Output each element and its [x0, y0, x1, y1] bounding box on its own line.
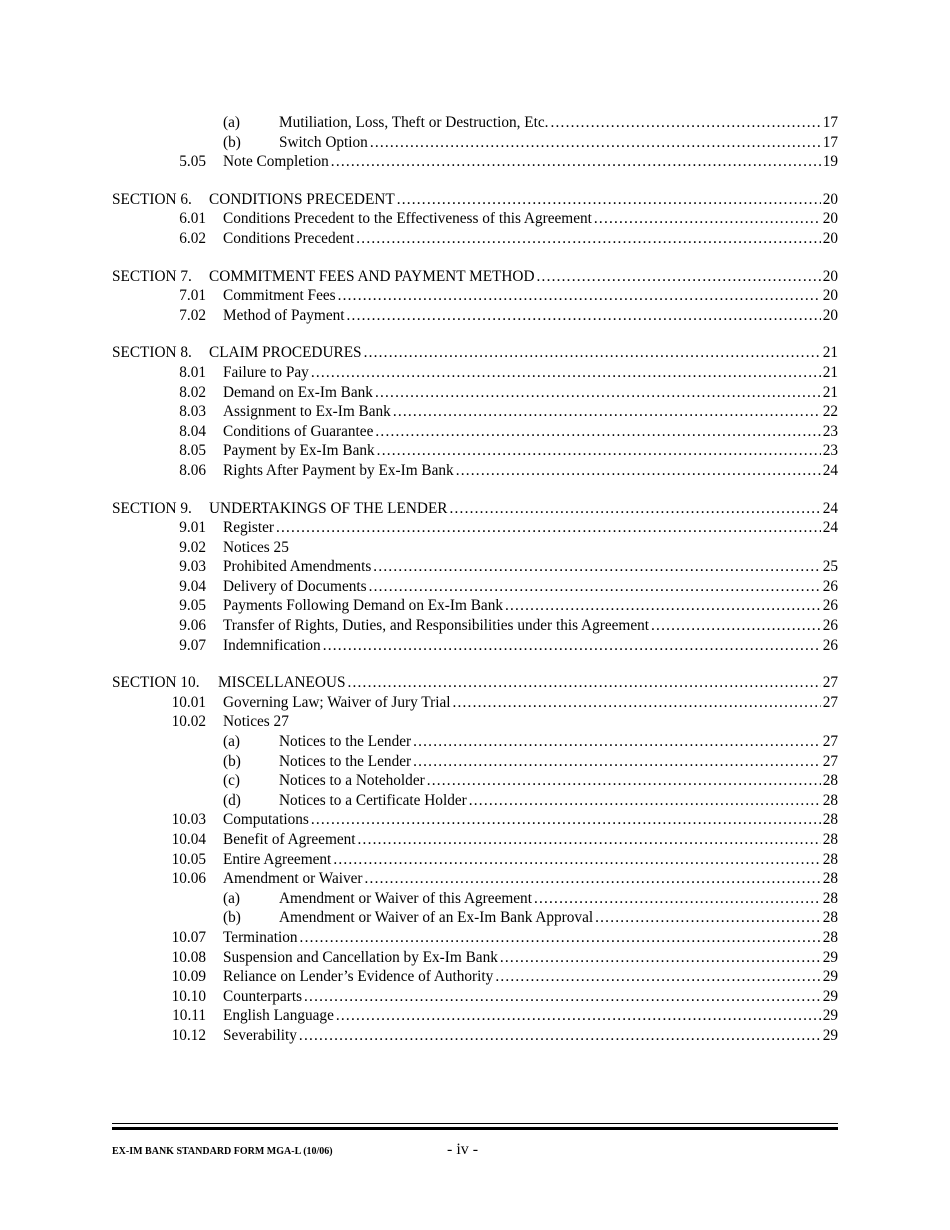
toc-page-number: 21: [822, 383, 838, 401]
toc-entry-title: Switch Option: [279, 133, 368, 151]
toc-leader-line: [223, 636, 838, 656]
toc-entry-row: [0, 422, 950, 442]
toc-entry-row: [0, 209, 950, 229]
toc-section-row: [0, 343, 950, 363]
toc-entry-title: Commitment Fees: [223, 287, 336, 305]
toc-entry-number: 9.04: [179, 577, 206, 595]
toc-entry-row: [0, 402, 950, 422]
toc-dot-leader: [347, 673, 820, 693]
toc-entry-title: Notices 25: [223, 538, 289, 556]
toc-entry-number: 10.07: [171, 928, 206, 946]
toc-dot-leader: [311, 810, 821, 830]
toc-entry-title: Termination: [223, 928, 298, 946]
toc-entry-row: [0, 712, 950, 732]
toc-entry-title: Amendment or Waiver: [223, 870, 363, 888]
toc-entry-number: 10.09: [171, 968, 206, 986]
toc-page-number: 26: [822, 617, 838, 635]
toc-dot-leader: [595, 908, 821, 928]
toc-leader-line: [223, 229, 838, 249]
toc-entry-title: Suspension and Cancellation by Ex-Im Bank: [223, 948, 498, 966]
toc-entry-row: [0, 538, 950, 558]
toc-entry-number: 6.02: [179, 229, 206, 247]
toc-leader-line: [223, 928, 838, 948]
toc-entry-title: Notices to the Lender: [279, 752, 412, 770]
toc-page-number: 26: [822, 636, 838, 654]
toc-entry-number: 8.05: [179, 442, 206, 460]
toc-section-label: SECTION 9.: [112, 499, 192, 517]
toc-entry-title: Rights After Payment by Ex-Im Bank: [223, 461, 454, 479]
toc-dot-leader: [413, 732, 821, 752]
toc-entry-title: Payment by Ex-Im Bank: [223, 442, 375, 460]
toc-entry-title: Amendment or Waiver of this Agreement: [279, 889, 532, 907]
toc-entry-number: 10.12: [171, 1026, 206, 1044]
toc-entry-row: [0, 752, 950, 772]
toc-leader-line: [223, 967, 838, 987]
toc-entry-row: [0, 363, 950, 383]
toc-page-number: 28: [822, 772, 838, 790]
toc-page-number: 27: [822, 752, 838, 770]
toc-entry-row: [0, 908, 950, 928]
toc-leader-line: [223, 461, 838, 481]
toc-entry-title: CLAIM PROCEDURES: [209, 344, 362, 362]
toc-page-number: 28: [822, 811, 838, 829]
toc-leader-line: [223, 209, 838, 229]
toc-entry-number: 8.02: [179, 383, 206, 401]
toc-entry-number: 8.04: [179, 422, 206, 440]
footer-page-number: - iv -: [447, 1141, 479, 1158]
toc-entry-number: 10.03: [171, 811, 206, 829]
toc-leader-line: [223, 1006, 838, 1026]
toc-leader-line: [223, 693, 838, 713]
toc-entry-title: Reliance on Lender’s Evidence of Authority: [223, 968, 494, 986]
toc-entry-title: Transfer of Rights, Duties, and Responsibilities under this Agreement: [223, 617, 650, 635]
toc-leader-line: [223, 441, 838, 461]
toc-leader-line: [279, 752, 838, 772]
toc-entry-title: Severability: [223, 1026, 297, 1044]
toc-entry-number: 9.07: [179, 636, 206, 654]
toc-dot-leader: [393, 402, 821, 422]
toc-entry-title: Indemnification: [223, 636, 321, 654]
toc-entry-number: 9.02: [179, 538, 206, 556]
toc-dot-leader: [413, 752, 821, 772]
toc-entry-number: 10.10: [171, 987, 206, 1005]
toc-leader-line: [279, 113, 838, 133]
toc-leader-line: [209, 267, 838, 287]
toc-page-number: 29: [822, 1026, 838, 1044]
toc-entry-number: 8.01: [179, 363, 206, 381]
toc-entry-row: [0, 229, 950, 249]
toc-entry-title: Counterparts: [223, 987, 303, 1005]
toc-entry-row: [0, 133, 950, 153]
toc-entry-row: [0, 557, 950, 577]
toc-entry-title: Assignment to Ex-Im Bank: [223, 403, 391, 421]
toc-entry-row: [0, 948, 950, 968]
toc-page-number: 20: [822, 267, 838, 285]
toc-page-number: 24: [822, 519, 838, 537]
toc-page-number: 20: [822, 306, 838, 324]
toc-dot-leader: [375, 422, 820, 442]
toc-leader-line: [223, 557, 838, 577]
toc-entry-row: [0, 1006, 950, 1026]
toc-entry-number: 10.06: [171, 870, 206, 888]
toc-entry-title: MISCELLANEOUS: [218, 674, 346, 692]
toc-page-number: 29: [822, 968, 838, 986]
toc-entry-number: 10.04: [171, 831, 206, 848]
toc-page-number: 24: [822, 461, 838, 479]
toc-leader-line: [279, 908, 838, 928]
toc-dot-leader: [427, 771, 821, 791]
toc-entry-number: 10.02: [171, 713, 206, 731]
toc-dot-leader: [300, 928, 821, 948]
toc-leader-line: [223, 850, 838, 870]
toc-entry-letter: (a): [223, 889, 240, 907]
toc-dot-leader: [375, 383, 821, 403]
toc-page-number: 23: [822, 422, 838, 440]
toc-entry-number: 10.08: [171, 948, 206, 966]
toc-leader-line: [279, 133, 838, 153]
toc-dot-leader: [331, 152, 821, 172]
toc-leader-line: [223, 402, 838, 422]
toc-entry-title: Delivery of Documents: [223, 577, 367, 595]
toc-page-number: 28: [822, 850, 838, 868]
toc-dot-leader: [651, 616, 821, 636]
toc-section-row: [0, 673, 950, 693]
toc-leader-line: [223, 616, 838, 636]
toc-leader-line: [223, 422, 838, 442]
toc-entry-letter: (b): [223, 133, 241, 151]
toc-leader-line: [223, 596, 838, 616]
toc-entry-title: English Language: [223, 1007, 334, 1025]
toc-dot-leader: [469, 791, 821, 811]
toc-leader-line: [209, 190, 838, 210]
toc-leader-line: [223, 152, 838, 172]
toc-entry-title: Governing Law; Waiver of Jury Trial: [223, 693, 451, 711]
toc-dot-leader: [364, 343, 821, 363]
toc-entry-number: 8.03: [179, 403, 206, 421]
toc-page-number: 27: [822, 733, 838, 751]
toc-dot-leader: [495, 967, 820, 987]
toc-entry-row: [0, 636, 950, 656]
toc-leader-line: [223, 383, 838, 403]
toc-entry-row: [0, 113, 950, 133]
toc-leader-line: [223, 518, 838, 538]
toc-entry-row: [0, 577, 950, 597]
toc-entry-title: Payments Following Demand on Ex-Im Bank: [223, 597, 503, 615]
toc-dot-leader: [365, 869, 821, 889]
toc-leader-line: [223, 363, 838, 383]
toc-entry-title: UNDERTAKINGS OF THE LENDER: [209, 499, 448, 517]
toc-page-number: 20: [822, 287, 838, 305]
toc-section-row: [0, 190, 950, 210]
toc-entry-number: 8.06: [179, 461, 206, 479]
toc-leader-line: [223, 948, 838, 968]
toc-dot-leader: [336, 1006, 821, 1026]
toc-entry-letter: (a): [223, 733, 240, 751]
toc-entry-row: [0, 596, 950, 616]
toc-dot-leader: [333, 850, 820, 870]
toc-entry-letter: (a): [223, 114, 240, 131]
toc-page-number: 21: [822, 344, 838, 362]
toc-dot-leader: [534, 889, 821, 909]
toc-entry-row: [0, 987, 950, 1007]
footer-form-name: EX-IM BANK STANDARD FORM MGA-L (10/06): [112, 1146, 333, 1157]
toc-dot-leader: [370, 133, 821, 153]
toc-page-number: 29: [822, 987, 838, 1005]
toc-dot-leader: [500, 948, 821, 968]
toc-entry-row: [0, 1026, 950, 1046]
toc-page-number: 22: [822, 403, 838, 421]
toc-dot-leader: [323, 636, 821, 656]
toc-entry-row: [0, 306, 950, 326]
footer-rule-thin: [112, 1123, 838, 1124]
toc-page-number: 20: [822, 229, 838, 247]
toc-leader-line: [223, 577, 838, 597]
toc-entry-number: 10.11: [172, 1007, 206, 1025]
toc-leader-line: [223, 286, 838, 306]
toc-page-number: 24: [822, 499, 838, 517]
toc-page-number: 28: [822, 889, 838, 907]
toc-entry-title: CONDITIONS PRECEDENT: [209, 190, 395, 208]
toc-page-number: 20: [822, 210, 838, 228]
toc-entry-row: [0, 616, 950, 636]
toc-entry-row: [0, 967, 950, 987]
toc-entry-row: [0, 928, 950, 948]
toc-section-label: SECTION 7.: [112, 267, 192, 285]
toc-leader-line: [279, 791, 838, 811]
toc-entry-letter: (b): [223, 909, 241, 927]
toc-page-number: 27: [822, 674, 838, 692]
toc-entry-title: Failure to Pay: [223, 363, 309, 381]
toc-section-label: SECTION 10.: [112, 674, 200, 692]
toc-entry-title: Benefit of Agreement: [223, 831, 356, 848]
toc-page-number: 17: [822, 114, 838, 131]
toc-entry-row: [0, 810, 950, 830]
toc-page-number: 27: [822, 693, 838, 711]
table-of-contents: [0, 113, 950, 1046]
toc-entry-row: [0, 518, 950, 538]
toc-dot-leader: [299, 1026, 821, 1046]
toc-entry-title: Demand on Ex-Im Bank: [223, 383, 373, 401]
toc-entry-title: Notices to the Lender: [279, 733, 412, 751]
toc-leader-line: [223, 810, 838, 830]
toc-leader-line: [223, 830, 838, 850]
toc-leader-line: [223, 1026, 838, 1046]
toc-entry-number: 9.05: [179, 597, 206, 615]
toc-entry-row: [0, 461, 950, 481]
toc-entry-title: Entire Agreement: [223, 850, 332, 868]
toc-entry-title: Mutiliation, Loss, Theft or Destruction, Etc.: [279, 114, 549, 131]
toc-page-number: 29: [822, 1007, 838, 1025]
toc-dot-leader: [452, 693, 820, 713]
toc-leader-line: [223, 306, 838, 326]
toc-leader-line: [279, 771, 838, 791]
toc-dot-leader: [276, 518, 821, 538]
toc-entry-title: Prohibited Amendments: [223, 558, 372, 576]
toc-entry-number: 7.01: [179, 287, 206, 305]
toc-dot-leader: [358, 830, 821, 850]
toc-entry-row: [0, 771, 950, 791]
toc-leader-line: [209, 343, 838, 363]
toc-entry-number: 9.01: [179, 519, 206, 537]
toc-entry-number: 9.03: [179, 558, 206, 576]
toc-page-number: 25: [822, 558, 838, 576]
toc-dot-leader: [397, 190, 821, 210]
toc-page-number: 28: [822, 928, 838, 946]
toc-entry-letter: (b): [223, 752, 241, 770]
toc-dot-leader: [551, 113, 821, 133]
toc-entry-row: [0, 441, 950, 461]
toc-entry-title: Conditions of Guarantee: [223, 422, 374, 440]
toc-leader-line: [223, 869, 838, 889]
toc-entry-title: Register: [223, 519, 274, 537]
toc-dot-leader: [377, 441, 821, 461]
toc-section-row: [0, 267, 950, 287]
toc-entry-letter: (d): [223, 791, 241, 809]
toc-entry-title: Notices to a Noteholder: [279, 772, 425, 790]
toc-entry-row: [0, 791, 950, 811]
toc-dot-leader: [456, 461, 821, 481]
toc-dot-leader: [373, 557, 820, 577]
toc-dot-leader: [311, 363, 821, 383]
toc-entry-row: [0, 850, 950, 870]
toc-entry-title: Method of Payment: [223, 306, 345, 324]
toc-dot-leader: [369, 577, 821, 597]
toc-page-number: 26: [822, 597, 838, 615]
footer-rule-thick: [112, 1127, 838, 1130]
toc-entry-number: 10.01: [171, 693, 206, 711]
toc-entry-row: [0, 869, 950, 889]
toc-leader-line: [209, 499, 838, 519]
toc-page-number: 20: [822, 190, 838, 208]
toc-dot-leader: [537, 267, 821, 287]
toc-entry-number: 10.05: [171, 850, 206, 868]
toc-entry-row: [0, 286, 950, 306]
toc-dot-leader: [356, 229, 820, 249]
toc-dot-leader: [594, 209, 821, 229]
toc-page-number: 29: [822, 948, 838, 966]
toc-entry-number: 7.02: [179, 306, 206, 324]
toc-entry-row: [0, 383, 950, 403]
toc-page-number: 28: [822, 909, 838, 927]
toc-entry-row: [0, 693, 950, 713]
toc-entry-number: 5.05: [179, 153, 206, 171]
toc-dot-leader: [450, 499, 821, 519]
toc-page-number: 26: [822, 577, 838, 595]
toc-entry-row: [0, 830, 950, 850]
toc-section-label: SECTION 6.: [112, 190, 192, 208]
toc-leader-line: [218, 673, 838, 693]
toc-leader-line: [279, 732, 838, 752]
toc-page-number: 23: [822, 442, 838, 460]
toc-entry-title: Amendment or Waiver of an Ex-Im Bank Approval: [279, 909, 594, 927]
toc-page-number: 28: [822, 870, 838, 888]
toc-entry-number: 6.01: [179, 210, 206, 228]
toc-entry-row: [0, 152, 950, 172]
toc-entry-title: COMMITMENT FEES AND PAYMENT METHOD: [209, 267, 535, 285]
toc-entry-title: Notices 27: [223, 713, 289, 731]
toc-page-number: 21: [822, 363, 838, 381]
toc-page-number: 28: [822, 831, 838, 848]
toc-entry-letter: (c): [223, 772, 240, 790]
toc-dot-leader: [505, 596, 821, 616]
toc-entry-title: Computations: [223, 811, 309, 829]
toc-dot-leader: [304, 987, 821, 1007]
toc-entry-row: [0, 732, 950, 752]
toc-entry-title: Conditions Precedent to the Effectiveness of this Agreement: [223, 210, 592, 228]
toc-entry-row: [0, 889, 950, 909]
toc-page-number: 28: [822, 791, 838, 809]
toc-leader-line: [279, 889, 838, 909]
toc-page-number: 17: [822, 133, 838, 151]
toc-entry-title: Conditions Precedent: [223, 229, 355, 247]
toc-section-row: [0, 499, 950, 519]
toc-entry-title: Notices to a Certificate Holder: [279, 791, 467, 809]
toc-section-label: SECTION 8.: [112, 344, 192, 362]
toc-entry-number: 9.06: [179, 617, 206, 635]
toc-leader-line: [223, 987, 838, 1007]
toc-dot-leader: [338, 286, 821, 306]
toc-entry-title: Note Completion: [223, 153, 329, 171]
toc-page-number: 19: [822, 153, 838, 171]
toc-dot-leader: [347, 306, 821, 326]
